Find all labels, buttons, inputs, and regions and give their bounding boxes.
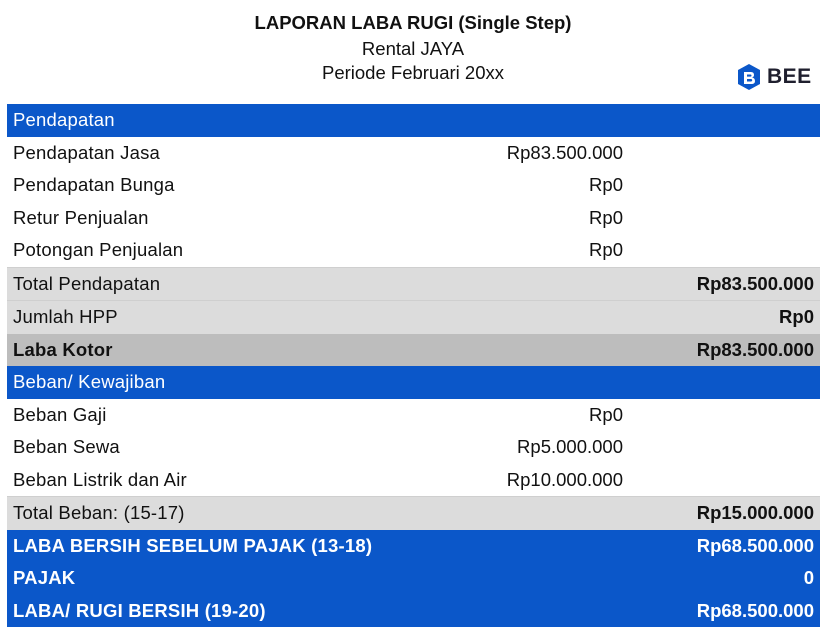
- row-beban-listrik: [7, 464, 820, 497]
- row-laba-sebelum-pajak: [7, 530, 820, 563]
- row-total-beban: [7, 496, 820, 530]
- row-total-value: Rp68.500.000: [696, 534, 814, 556]
- row-pajak: [7, 562, 820, 595]
- row-pendapatan-jasa: [7, 137, 820, 170]
- report-title: LAPORAN LABA RUGI (Single Step): [254, 12, 572, 33]
- logo-text: BEE: [767, 65, 812, 88]
- row-value: Rp0: [589, 403, 623, 425]
- row-laba-bersih: [7, 595, 820, 628]
- income-statement-table: [7, 104, 820, 627]
- row-label: Pendapatan Jasa: [13, 141, 161, 163]
- row-label: Laba Kotor: [13, 338, 113, 360]
- row-label: Potongan Penjualan: [13, 239, 184, 260]
- row-value: Rp5.000.000: [517, 436, 623, 457]
- row-retur-penjualan: [7, 202, 820, 235]
- row-value: Rp0: [589, 174, 623, 195]
- row-value: Rp83.500.000: [506, 141, 623, 163]
- row-jumlah-hpp: [7, 300, 820, 334]
- row-laba-kotor: [7, 334, 820, 367]
- bee-shield-icon: [737, 63, 761, 91]
- row-potongan-penjualan: [7, 234, 820, 267]
- row-beban-gaji: [7, 399, 820, 432]
- row-value: Rp0: [589, 239, 623, 260]
- row-label: Retur Penjualan: [13, 206, 149, 228]
- row-label: PAJAK: [13, 567, 76, 588]
- row-pendapatan-bunga: [7, 169, 820, 202]
- row-value: Rp0: [589, 206, 623, 228]
- row-total-value: 0: [803, 567, 814, 588]
- row-total-value: Rp83.500.000: [696, 272, 814, 294]
- company-name: Rental JAYA: [361, 38, 465, 59]
- row-total-value: Rp0: [779, 306, 814, 327]
- report-header: [0, 0, 826, 104]
- section-header-beban: [7, 366, 820, 399]
- row-total-pendapatan: [7, 267, 820, 301]
- row-label: Total Pendapatan: [13, 272, 161, 294]
- row-total-value: Rp68.500.000: [696, 599, 814, 621]
- section-label: Beban/ Kewajiban: [13, 371, 166, 392]
- row-label: LABA/ RUGI BERSIH (19-20): [13, 599, 266, 621]
- row-label: Total Beban: (15-17): [13, 502, 185, 523]
- row-label: LABA BERSIH SEBELUM PAJAK (13-18): [13, 534, 373, 556]
- row-label: Jumlah HPP: [13, 306, 118, 327]
- row-label: Pendapatan Bunga: [13, 174, 175, 195]
- section-header-pendapatan: [7, 104, 820, 137]
- row-label: Beban Gaji: [13, 403, 107, 425]
- row-label: Beban Listrik dan Air: [13, 468, 187, 490]
- row-beban-sewa: [7, 431, 820, 464]
- row-total-value: Rp83.500.000: [696, 338, 814, 360]
- row-label: Beban Sewa: [13, 436, 120, 457]
- row-total-value: Rp15.000.000: [696, 502, 814, 523]
- section-label: Pendapatan: [13, 109, 115, 130]
- report-period: Periode Februari 20xx: [321, 62, 504, 83]
- bee-logo: [737, 63, 812, 91]
- row-value: Rp10.000.000: [506, 468, 623, 490]
